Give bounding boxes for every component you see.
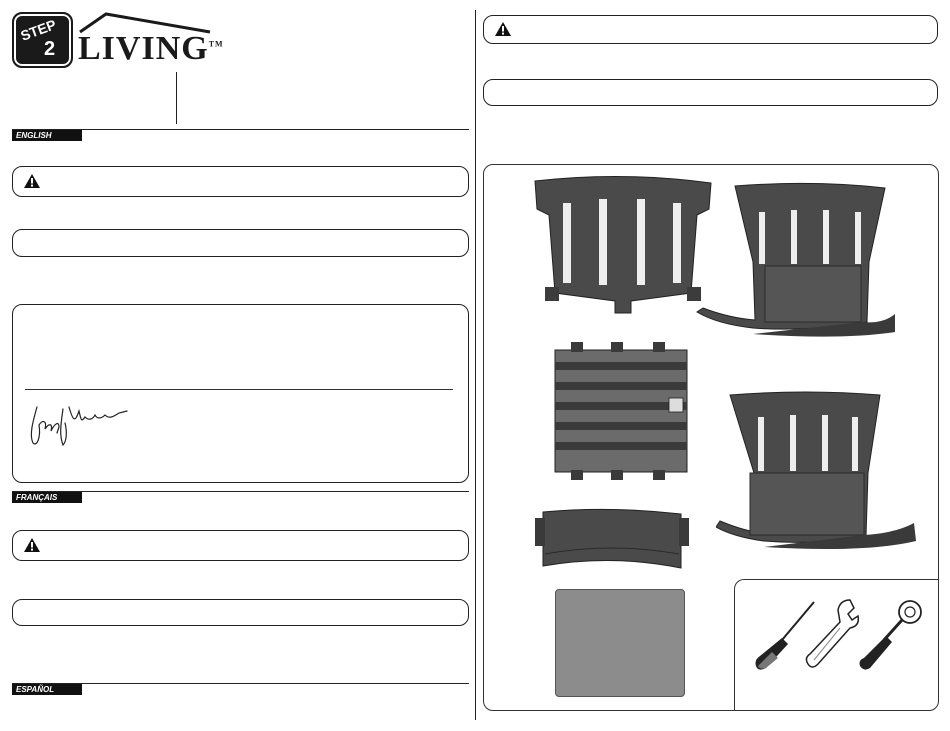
step2-logo-badge — [12, 12, 73, 68]
notice-box-english — [12, 229, 469, 257]
logo-badge-number: 2 — [44, 38, 56, 60]
logo-wordmark — [78, 30, 224, 68]
part-rocker-frame-top — [693, 182, 898, 342]
section-tag-spanish: ESPAÑOL — [12, 684, 82, 695]
logo-divider — [176, 72, 177, 124]
warning-triangle-icon — [23, 173, 41, 189]
section-tag-french: FRANÇAIS — [12, 492, 82, 503]
ratchet-icon — [858, 596, 928, 672]
warning-box-english — [12, 166, 469, 197]
part-rocker-frame-bottom — [716, 391, 918, 559]
column-divider — [475, 10, 476, 720]
trademark-mark: TM — [208, 39, 224, 49]
part-front-apron — [535, 506, 689, 572]
part-seat-cushion — [555, 589, 685, 697]
warning-box-right — [483, 15, 938, 44]
warning-triangle-icon — [494, 21, 512, 37]
part-seat-slats — [549, 342, 693, 480]
section-tag-english: ENGLISH — [12, 130, 82, 141]
notice-box-right — [483, 79, 938, 106]
notice-box-french — [12, 599, 469, 626]
part-seat-back — [533, 175, 713, 315]
adjustable-wrench-icon — [804, 598, 860, 670]
logo-badge-text: STEP — [18, 16, 59, 44]
signature-box-english — [12, 304, 469, 483]
signature-icon — [23, 401, 133, 449]
signature-divider — [25, 389, 453, 390]
logo-wordmark-text: LIVING — [78, 30, 209, 67]
warning-box-french — [12, 530, 469, 561]
warning-triangle-icon — [23, 537, 41, 553]
